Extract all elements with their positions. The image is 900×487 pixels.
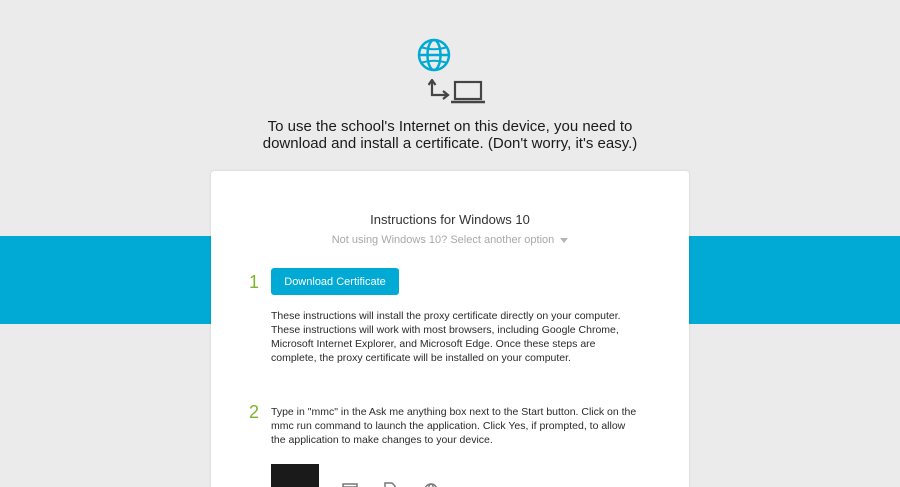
download-certificate-button[interactable]: Download Certificate bbox=[271, 268, 399, 295]
window-icon bbox=[342, 482, 358, 487]
intro-line: To use the school's Internet on this device, you need to bbox=[267, 118, 633, 135]
os-select-dropdown[interactable] bbox=[211, 234, 689, 246]
step-2-line: Type in "mmc" in the Ask me anything box next to the Start button. Click on the bbox=[271, 406, 637, 418]
step-1-line: Microsoft Internet Explorer, and Microsoft Edge. Once these steps are bbox=[271, 338, 596, 350]
step-1-line: These instructions will work with most browsers, including Google Chrome, bbox=[271, 324, 619, 336]
return-arrow-icon bbox=[428, 79, 452, 101]
chevron-down-icon bbox=[560, 238, 568, 243]
intro-line: download and install a certificate. (Don't worry, it's easy.) bbox=[262, 135, 638, 152]
os-select-label: Not using Windows 10? Select another option bbox=[331, 234, 555, 246]
laptop-icon bbox=[451, 80, 485, 104]
step-1-line: complete, the proxy certificate will be installed on your computer. bbox=[271, 352, 571, 364]
instructions-card bbox=[211, 171, 689, 487]
step-2-line: mmc run command to launch the application. Click Yes, if prompted, to allow bbox=[271, 420, 626, 432]
step-number: 1 bbox=[249, 272, 260, 292]
step-number: 2 bbox=[249, 402, 260, 422]
card-title: Instructions for Windows 10 bbox=[370, 212, 530, 227]
document-icon bbox=[382, 482, 398, 487]
step-2-text bbox=[271, 405, 666, 447]
step-1-line: These instructions will install the proxy certificate directly on your computer. bbox=[271, 310, 621, 322]
step-2-line: the application to make changes to your device. bbox=[271, 434, 493, 446]
screenshot-thumbnail bbox=[271, 464, 319, 487]
hero-icons bbox=[0, 38, 900, 108]
intro-text bbox=[0, 118, 900, 152]
globe-icon bbox=[423, 482, 439, 487]
step-1-text bbox=[271, 309, 666, 365]
globe-icon bbox=[417, 38, 451, 72]
